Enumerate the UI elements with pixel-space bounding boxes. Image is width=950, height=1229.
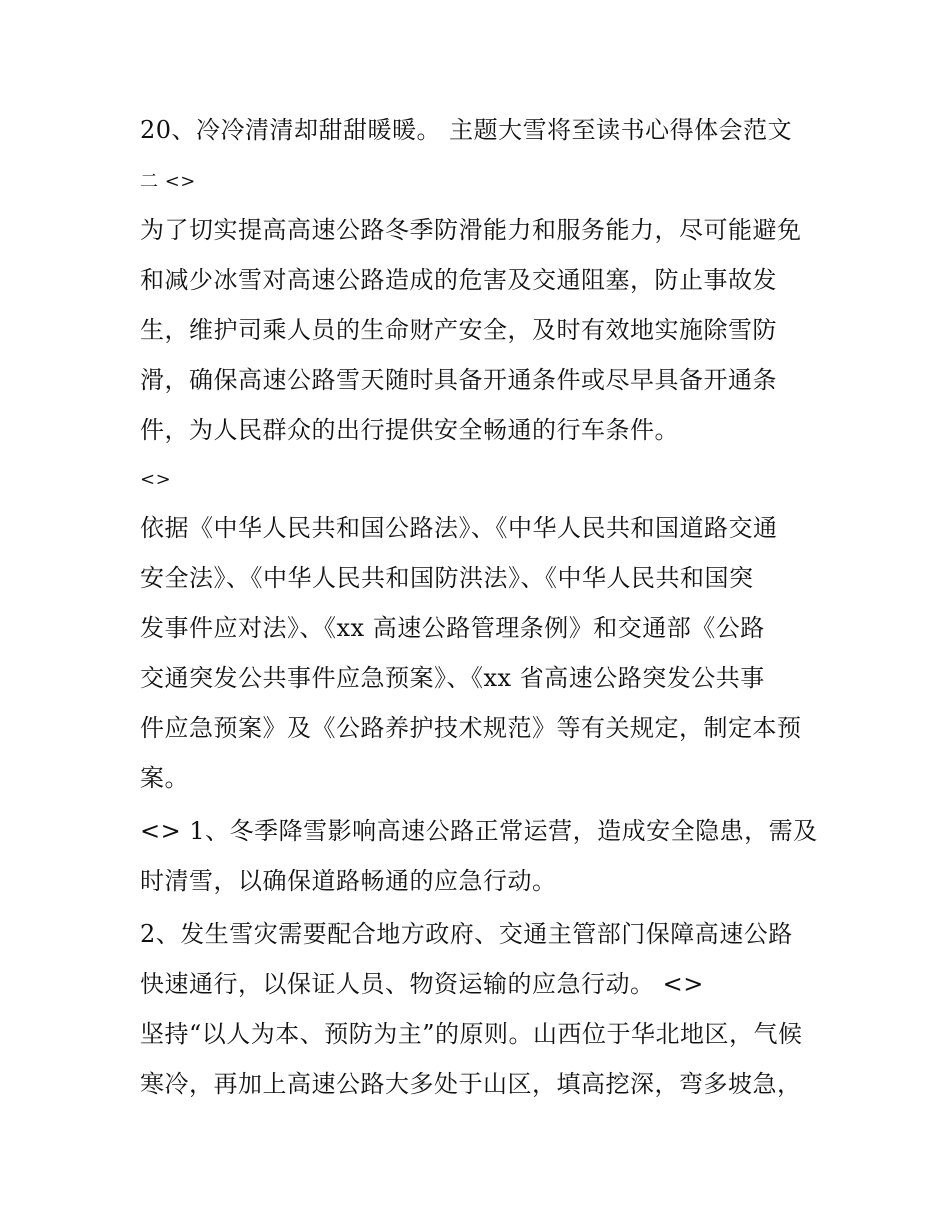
text-line: 二 <> (140, 171, 196, 192)
text-line: 安全法》、《中华人民共和国防洪法》、《中华人民共和国突 (140, 564, 754, 592)
text-line: 时清雪，以确保道路畅通的应急行动。 (140, 867, 557, 895)
text-line: 案。 (140, 764, 189, 792)
text-line: 快速通行，以保证人员、物资运输的应急行动。 <> (140, 970, 704, 998)
text-line: 生，维护司乘人员的生命财产安全，及时有效地实施除雪防 (140, 316, 777, 344)
text-line: 件，为人民群众的出行提供安全畅通的行车条件。 (140, 416, 679, 444)
text-line: 坚持“以人为本、预防为主”的原则。山西位于华北地区，气候 (140, 1020, 803, 1048)
text-line: <> 1、冬季降雪影响高速公路正常运营，造成安全隐患，需及 (140, 817, 818, 845)
text-line: 件应急预案》及《公路养护技术规范》等有关规定，制定本预 (140, 714, 802, 742)
text-line: 寒冷，再加上高速公路大多处于山区，填高挖深，弯多坡急， (140, 1070, 802, 1098)
text-line: 和减少冰雪对高速公路造成的危害及交通阻塞，防止事故发 (140, 266, 777, 294)
text-line: 滑，确保高速公路雪天随时具备开通条件或尽早具备开通条 (140, 366, 777, 394)
text-line: 为了切实提高高速公路冬季防滑能力和服务能力，尽可能避免 (140, 216, 802, 244)
text-line: 发事件应对法》、《xx 高速公路管理条例》和交通部《公路 (140, 614, 765, 642)
text-line: <> (140, 469, 172, 490)
text-line: 交通突发公共事件应急预案》、《xx 省高速公路突发公共事 (140, 664, 765, 692)
text-line: 2、发生雪灾需要配合地方政府、交通主管部门保障高速公路 (140, 920, 793, 948)
text-line: 依据《中华人民共和国公路法》、《中华人民共和国道路交通 (140, 514, 778, 542)
text-line: 20、冷冷清清却甜甜暖暖。 主题大雪将至读书心得体会范文 (140, 116, 793, 144)
